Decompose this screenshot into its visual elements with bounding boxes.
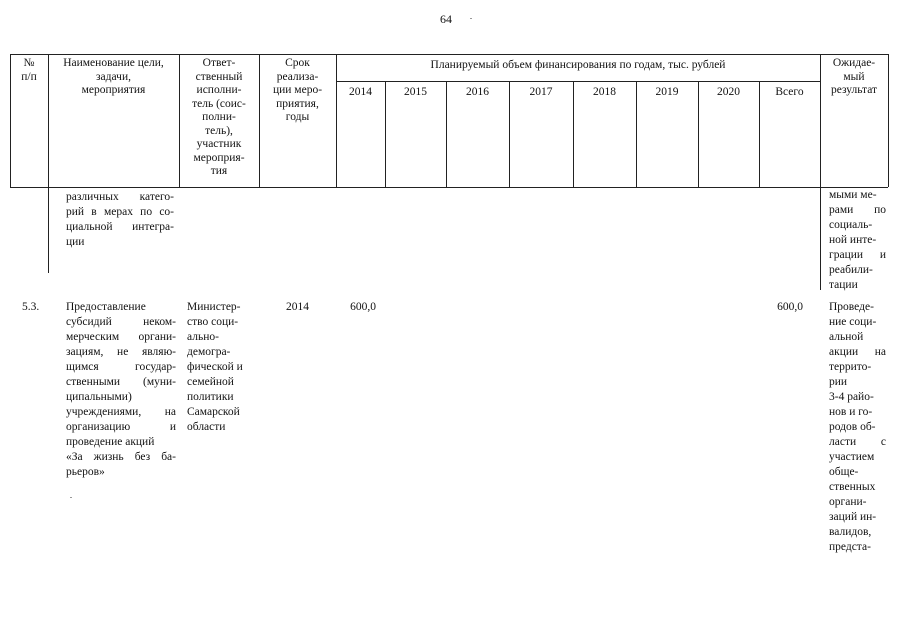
- row-total-value: 600,0: [777, 301, 803, 313]
- row-result: Проведе- ние соци- альной акции на террито- рии 3-4 райо- нов и го- родов об- ласти с участием обще- ственных органи- заций ин- валидов, предста-: [829, 301, 886, 553]
- header-year-2015: 2015: [404, 86, 427, 98]
- row-responsible: Министер- ство соци- ально- демогра- фической и семейной политики Самарской области: [187, 301, 243, 433]
- header-name: Наименование цели, задачи, мероприятия: [63, 57, 164, 96]
- header-year-2018: 2018: [593, 86, 616, 98]
- header-responsible: Ответ- ственный исполни- тель (соис- полни- тель), участник мероприя- тия: [192, 57, 246, 177]
- header-term: Срок реализа- ции меро- приятия, годы: [272, 57, 323, 123]
- scan-speck: [70, 497, 72, 498]
- header-total: Всего: [775, 86, 804, 98]
- header-year-2019: 2019: [655, 86, 679, 98]
- header-financing-title: Планируемый объем финансирования по годам, тыс. рублей: [430, 59, 726, 71]
- header-year-2014: 2014: [349, 86, 372, 98]
- row-name: Предоставление субсидий неком- мерческим органи- зациям, не являю- щимся государ- ственными (муни- ципальными) учреждениями, на организацию и проведение акций «За жизнь без ба- рьеров»: [66, 301, 176, 478]
- row-term: 2014: [286, 301, 309, 313]
- header-result: Ожидае- мый результат: [830, 57, 878, 96]
- continuation-result: мыми ме- рами по социаль- ной инте- грации и реабили- тации: [829, 189, 886, 291]
- row-number: 5.3.: [22, 301, 40, 313]
- continuation-name: различных катего- рий в мерах по со- циальной интегра- ции: [66, 191, 174, 248]
- header-year-2016: 2016: [466, 86, 489, 98]
- header-year-2020: 2020: [717, 86, 740, 98]
- header-num: № п/п: [21, 57, 37, 83]
- scan-speck: [470, 18, 472, 19]
- row-2014-value: 600,0: [350, 301, 376, 313]
- header-year-2017: 2017: [529, 86, 553, 98]
- page-number: 64: [440, 12, 452, 26]
